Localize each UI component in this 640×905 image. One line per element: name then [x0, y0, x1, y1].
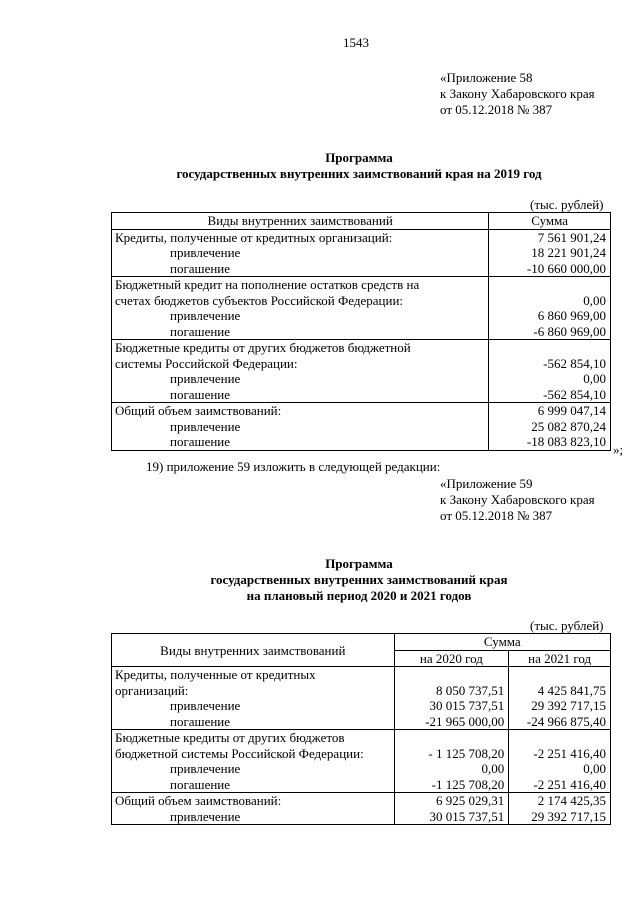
row-label: Бюджетные кредиты от других бюджетов: [112, 730, 395, 746]
row-value-2020: - 1 125 708,20: [394, 746, 509, 762]
program2-table: [111, 633, 611, 825]
row-label: привлечение: [112, 698, 395, 714]
table-row: [112, 403, 611, 419]
row-label: Общий объем заимствований:: [112, 403, 489, 419]
row-value: 6 860 969,00: [489, 308, 611, 324]
table-row: [112, 387, 611, 403]
row-value: 18 221 901,24: [489, 245, 611, 261]
row-label: погашение: [112, 434, 489, 450]
table-row: [112, 245, 611, 261]
row-label: Кредиты, полученные от кредитных: [112, 667, 395, 683]
row-value: -18 083 823,10: [489, 434, 611, 450]
row-label: привлечение: [112, 371, 489, 387]
row-label: Бюджетные кредиты от других бюджетов бюджетной: [112, 340, 489, 356]
row-value-2020: 8 050 737,51: [394, 683, 509, 699]
row-label: привлечение: [112, 245, 489, 261]
row-label: погашение: [112, 324, 489, 340]
row-label: погашение: [112, 777, 395, 793]
program1-units: (тыс. рублей): [530, 197, 604, 212]
row-value-2020: -1 125 708,20: [394, 777, 509, 793]
instruction-text: 19) приложение 59 изложить в следующей редакции:: [146, 459, 441, 474]
row-value-2021: 4 425 841,75: [509, 683, 611, 699]
program2-title2: государственных внутренних заимствований края: [210, 572, 508, 587]
row-value: 0,00: [489, 371, 611, 387]
row-value: -562 854,10: [489, 387, 611, 403]
row-value: 25 082 870,24: [489, 419, 611, 435]
row-value: 7 561 901,24: [489, 229, 611, 245]
row-label: погашение: [112, 387, 489, 403]
program1-title1: Программа: [325, 150, 393, 165]
col-header-2021: на 2021 год: [509, 650, 611, 667]
table-row: [112, 714, 611, 730]
table-row: [112, 340, 611, 356]
row-label: привлечение: [112, 761, 395, 777]
program2-title3: на плановый период 2020 и 2021 годов: [246, 588, 472, 603]
row-label: бюджетной системы Российской Федерации:: [112, 746, 395, 762]
col-header-sum: Сумма: [489, 213, 611, 230]
row-value-2021: 29 392 717,15: [509, 698, 611, 714]
row-value-2021: [509, 667, 611, 683]
row-label: Общий объем заимствований:: [112, 793, 395, 809]
table-row: [112, 730, 611, 746]
row-value-2021: -2 251 416,40: [509, 746, 611, 762]
table-row: [112, 229, 611, 245]
program2-units: (тыс. рублей): [530, 618, 604, 633]
row-value-2020: 30 015 737,51: [394, 809, 509, 825]
row-label: привлечение: [112, 809, 395, 825]
row-value-2021: -2 251 416,40: [509, 777, 611, 793]
table-header-row: [112, 634, 611, 651]
row-label: погашение: [112, 261, 489, 277]
row-value-2020: [394, 667, 509, 683]
table-row: [112, 356, 611, 372]
col-header-type: Виды внутренних заимствований: [112, 634, 395, 667]
row-value: [489, 277, 611, 293]
row-label: Бюджетный кредит на пополнение остатков средств на: [112, 277, 489, 293]
row-label: организаций:: [112, 683, 395, 699]
table-row: [112, 667, 611, 683]
row-value: -562 854,10: [489, 356, 611, 372]
row-value-2021: -24 966 875,40: [509, 714, 611, 730]
table-row: [112, 277, 611, 293]
appendix-59-line2: к Закону Хабаровского края: [440, 492, 595, 507]
row-value-2020: 0,00: [394, 761, 509, 777]
appendix-59-line1: «Приложение 59: [440, 476, 533, 491]
appendix-58-line2: к Закону Хабаровского края: [440, 86, 595, 101]
table-header-row: [112, 213, 611, 230]
col-header-2020: на 2020 год: [394, 650, 509, 667]
row-label: привлечение: [112, 419, 489, 435]
row-value-2021: 2 174 425,35: [509, 793, 611, 809]
table-row: [112, 371, 611, 387]
row-label: системы Российской Федерации:: [112, 356, 489, 372]
row-value-2020: [394, 730, 509, 746]
row-value-2021: 0,00: [509, 761, 611, 777]
program1-table: [111, 212, 611, 451]
row-label: погашение: [112, 714, 395, 730]
table-row: [112, 324, 611, 340]
table-row: [112, 419, 611, 435]
program2-title1: Программа: [325, 556, 393, 571]
row-value-2020: 30 015 737,51: [394, 698, 509, 714]
row-value: -6 860 969,00: [489, 324, 611, 340]
row-value: 6 999 047,14: [489, 403, 611, 419]
row-value: 0,00: [489, 293, 611, 309]
row-value-2021: [509, 730, 611, 746]
table-row: [112, 746, 611, 762]
row-value-2021: 29 392 717,15: [509, 809, 611, 825]
row-label: Кредиты, полученные от кредитных организаций:: [112, 229, 489, 245]
table-row: [112, 308, 611, 324]
appendix-59-line3: от 05.12.2018 № 387: [440, 508, 553, 523]
table-row: [112, 293, 611, 309]
appendix-58-line3: от 05.12.2018 № 387: [440, 102, 553, 117]
table-row: [112, 261, 611, 277]
row-value: [489, 340, 611, 356]
table-row: [112, 698, 611, 714]
row-value-2020: 6 925 029,31: [394, 793, 509, 809]
appendix-58-line1: «Приложение 58: [440, 70, 533, 85]
page-number: 1543: [343, 35, 369, 50]
program1-title2: государственных внутренних заимствований края на 2019 год: [176, 166, 542, 181]
row-label: счетах бюджетов субъектов Российской Федерации:: [112, 293, 489, 309]
table-row: [112, 793, 611, 809]
table-row: [112, 683, 611, 699]
col-header-type: Виды внутренних заимствований: [112, 213, 489, 230]
closing-quote: »;: [613, 442, 624, 457]
row-value-2020: -21 965 000,00: [394, 714, 509, 730]
row-label: привлечение: [112, 308, 489, 324]
table-row: [112, 434, 611, 450]
table-row: [112, 761, 611, 777]
table-row: [112, 809, 611, 825]
col-header-sum: Сумма: [394, 634, 610, 651]
table-row: [112, 777, 611, 793]
row-value: -10 660 000,00: [489, 261, 611, 277]
